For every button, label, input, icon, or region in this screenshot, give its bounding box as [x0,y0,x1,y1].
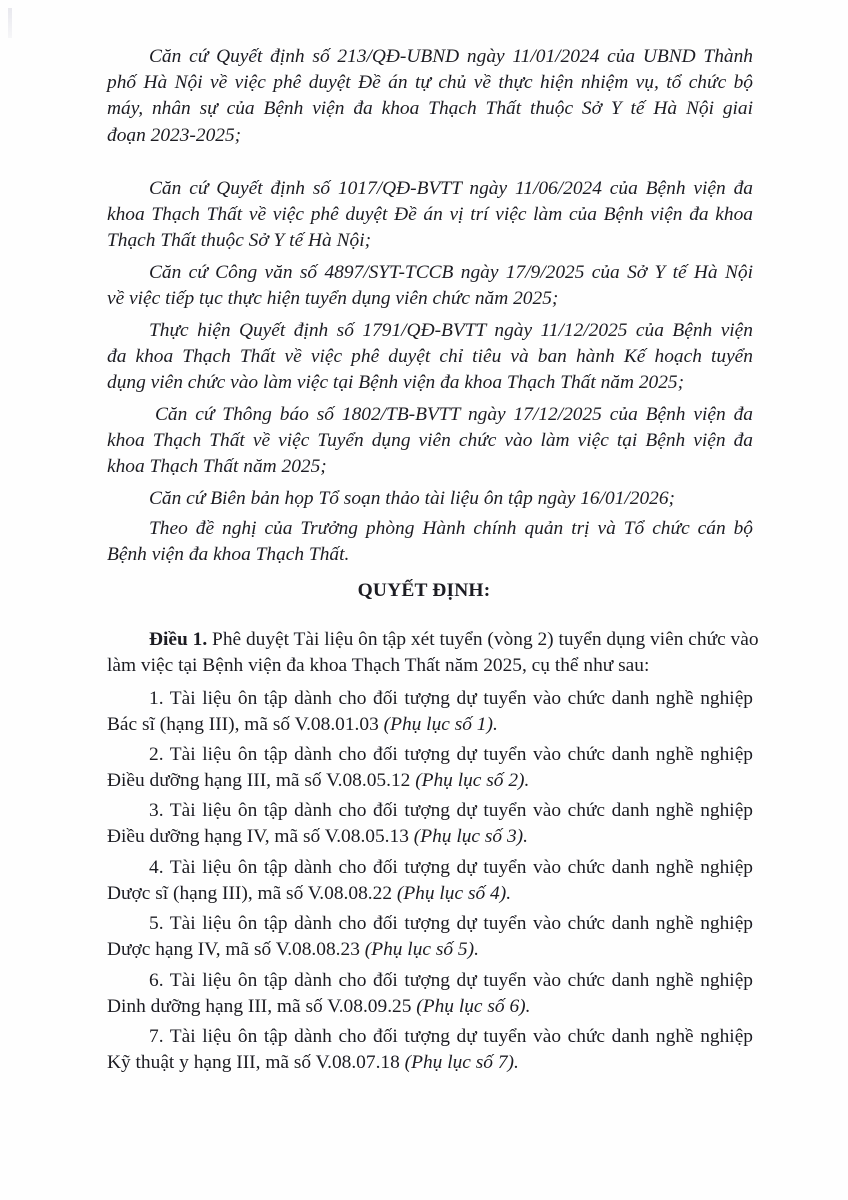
text-line: Căn cứ Công văn số 4897/SYT-TCCB ngày 17/9/2025 của Sở Y tế Hà Nội [149,262,753,283]
appendix-ref: (Phụ lục số 4). [396,883,512,905]
text-line [107,824,753,850]
text-line: 5. Tài liệu ôn tập dành cho đối tượng dự tuyển vào chức danh nghề nghiệp [149,913,753,934]
text-line: Căn cứ Thông báo số 1802/TB-BVTT ngày 17/12/2025 của Bệnh viện đa [155,404,753,425]
text-line: Căn cứ Biên bản họp Tổ soạn thảo tài liệu ôn tập ngày 16/01/2026; [149,488,676,509]
text-line: đoạn 2023-2025; [107,124,242,146]
text-line [107,768,753,794]
item-text: Bác sĩ (hạng III), mã số V.08.01.03 [107,714,384,736]
list-item [107,968,753,1020]
text-line: 3. Tài liệu ôn tập dành cho đối tượng dự tuyển vào chức danh nghề nghiệp [149,800,753,821]
item-text: Dinh dưỡng hạng III, mã số V.08.09.25 [107,996,417,1018]
article-label: Điều 1. [149,629,208,650]
text-line: Bệnh viện đa khoa Thạch Thất. [107,544,350,566]
appendix-ref: (Phụ lục số 1). [383,714,498,736]
text-line: 1. Tài liệu ôn tập dành cho đối tượng dự tuyển vào chức danh nghề nghiệp [149,688,753,709]
text-line: 6. Tài liệu ôn tập dành cho đối tượng dự tuyển vào chức danh nghề nghiệp [149,970,753,991]
text-line: Căn cứ Quyết định số 1017/QĐ-BVTT ngày 11/06/2024 của Bệnh viện đa [149,178,753,199]
preamble-notice-1802 [107,402,753,481]
text-line [107,712,753,738]
item-text: Dược sĩ (hạng III), mã số V.08.08.22 [107,883,397,905]
text-line [107,994,753,1020]
text-line: khoa Thạch Thất về việc phê duyệt Đề án vị trí việc làm của Bệnh viện đa khoa [107,204,753,226]
article-1 [107,627,759,679]
item-text: Điều dưỡng hạng IV, mã số V.08.05.13 [107,826,414,848]
item-text: Kỹ thuật y hạng III, mã số V.08.07.18 [107,1052,405,1074]
list-item [107,911,753,963]
appendix-ref: (Phụ lục số 3). [413,826,528,848]
list-item [107,855,753,907]
text-line: Thực hiện Quyết định số 1791/QĐ-BVTT ngày 11/12/2025 của Bệnh viện [149,320,753,341]
appendix-ref: (Phụ lục số 5). [364,939,479,961]
preamble-meeting-minutes [107,486,753,512]
text-line: về việc tiếp tục thực hiện tuyển dụng viên chức năm 2025; [107,288,559,310]
text-line: đa khoa Thạch Thất về việc phê duyệt chỉ tiêu và ban hành Kế hoạch tuyển [107,346,753,368]
text-line: Theo đề nghị của Trưởng phòng Hành chính quản trị và Tổ chức cán bộ [149,518,753,539]
text-line: 2. Tài liệu ôn tập dành cho đối tượng dự tuyển vào chức danh nghề nghiệp [149,744,753,765]
list-item [107,742,753,794]
text-line: 4. Tài liệu ôn tập dành cho đối tượng dự tuyển vào chức danh nghề nghiệp [149,857,753,878]
text-line [107,1050,753,1076]
list-item [107,686,753,738]
text-line: khoa Thạch Thất năm 2025; [107,456,327,478]
appendix-ref: (Phụ lục số 7). [404,1052,519,1074]
text-line: máy, nhân sự của Bệnh viện đa khoa Thạch Thất thuộc Sở Y tế Hà Nội giai [107,98,753,120]
text-line: Căn cứ Quyết định số 213/QĐ-UBND ngày 11/01/2024 của UBND Thành [149,46,753,67]
item-text: Dược hạng IV, mã số V.08.08.23 [107,939,365,961]
list-item [107,1024,753,1076]
item-text: Điều dưỡng hạng III, mã số V.08.05.12 [107,770,416,792]
text-line: làm việc tại Bệnh viện đa khoa Thạch Thất năm 2025, cụ thể như sau: [107,655,650,677]
text-line [107,881,753,907]
text-line: 7. Tài liệu ôn tập dành cho đối tượng dự tuyển vào chức danh nghề nghiệp [149,1026,753,1047]
text-line: phố Hà Nội về việc phê duyệt Đề án tự chủ về thực hiện nhiệm vụ, tổ chức bộ [107,72,753,94]
text-line [107,937,753,963]
preamble-proposal [107,516,753,568]
article-text: Phê duyệt Tài liệu ôn tập xét tuyển (vòng 2) tuyển dụng viên chức vào [207,629,759,650]
scan-edge-mark [8,8,12,38]
list-item [107,798,753,850]
text-line: khoa Thạch Thất về việc Tuyển dụng viên chức vào làm việc tại Bệnh viện đa [107,430,753,452]
section-heading-decision: QUYẾT ĐỊNH: [357,580,491,601]
preamble-decision-213 [107,44,753,149]
appendix-ref: (Phụ lục số 6). [416,996,531,1018]
appendix-ref: (Phụ lục số 2). [415,770,530,792]
preamble-decision-1791 [107,318,753,397]
preamble-official-letter-4897 [107,260,753,312]
text-line: dụng viên chức vào làm việc tại Bệnh viện đa khoa Thạch Thất năm 2025; [107,372,685,394]
text-line [107,627,759,653]
text-line: Thạch Thất thuộc Sở Y tế Hà Nội; [107,230,372,252]
preamble-decision-1017 [107,176,753,255]
